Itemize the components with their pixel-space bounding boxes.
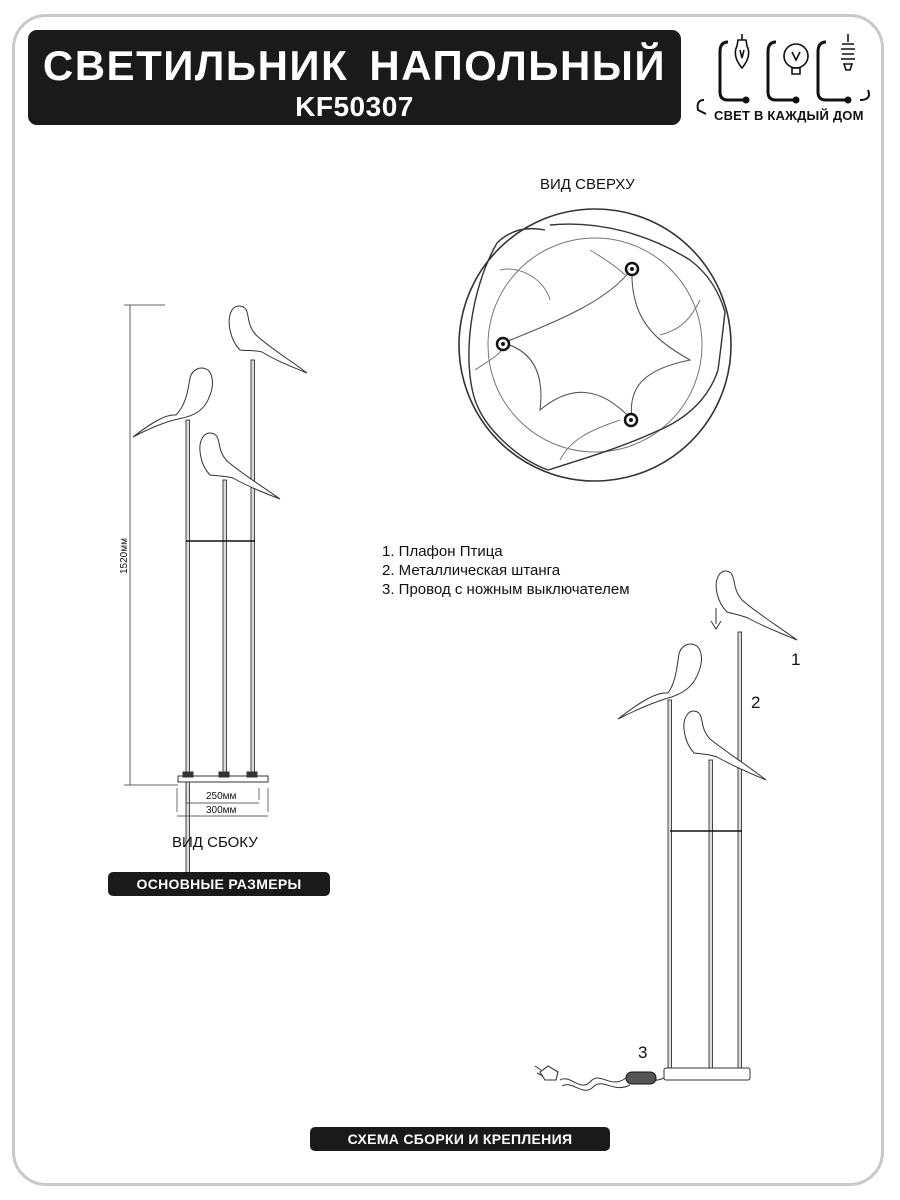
product-title: СВЕТИЛЬНИК НАПОЛЬНЫЙ: [42, 42, 667, 89]
inner-width-dimension-label: 250мм: [206, 791, 237, 802]
side-view-caption: ВИД СБОКУ: [172, 834, 258, 851]
callout-1: 1: [791, 650, 801, 669]
assembly-drawing: [535, 571, 797, 1090]
assembly-scheme-badge: СХЕМА СБОРКИ И КРЕПЛЕНИЯ: [310, 1127, 610, 1151]
main-dimensions-badge: ОСНОВНЫЕ РАЗМЕРЫ: [108, 872, 330, 896]
outer-width-dimension-label: 300мм: [206, 805, 237, 816]
logo-tagline: СВЕТ В КАЖДЫЙ ДОМ: [714, 108, 864, 123]
side-view-drawing: [124, 305, 307, 890]
callout-3: 3: [638, 1043, 648, 1062]
parts-legend: [382, 542, 630, 599]
height-dimension-label: 1520мм: [119, 538, 130, 574]
legend-item: 2. Металлическая штанга: [382, 562, 561, 579]
callout-2: 2: [751, 693, 761, 712]
legend-item: 1. Плафон Птица: [382, 543, 503, 560]
top-view-caption: ВИД СВЕРХУ: [540, 176, 635, 193]
legend-item: 3. Провод с ножным выключателем: [382, 581, 630, 598]
top-view-drawing: [459, 209, 731, 481]
model-number: KF50307: [295, 91, 414, 122]
